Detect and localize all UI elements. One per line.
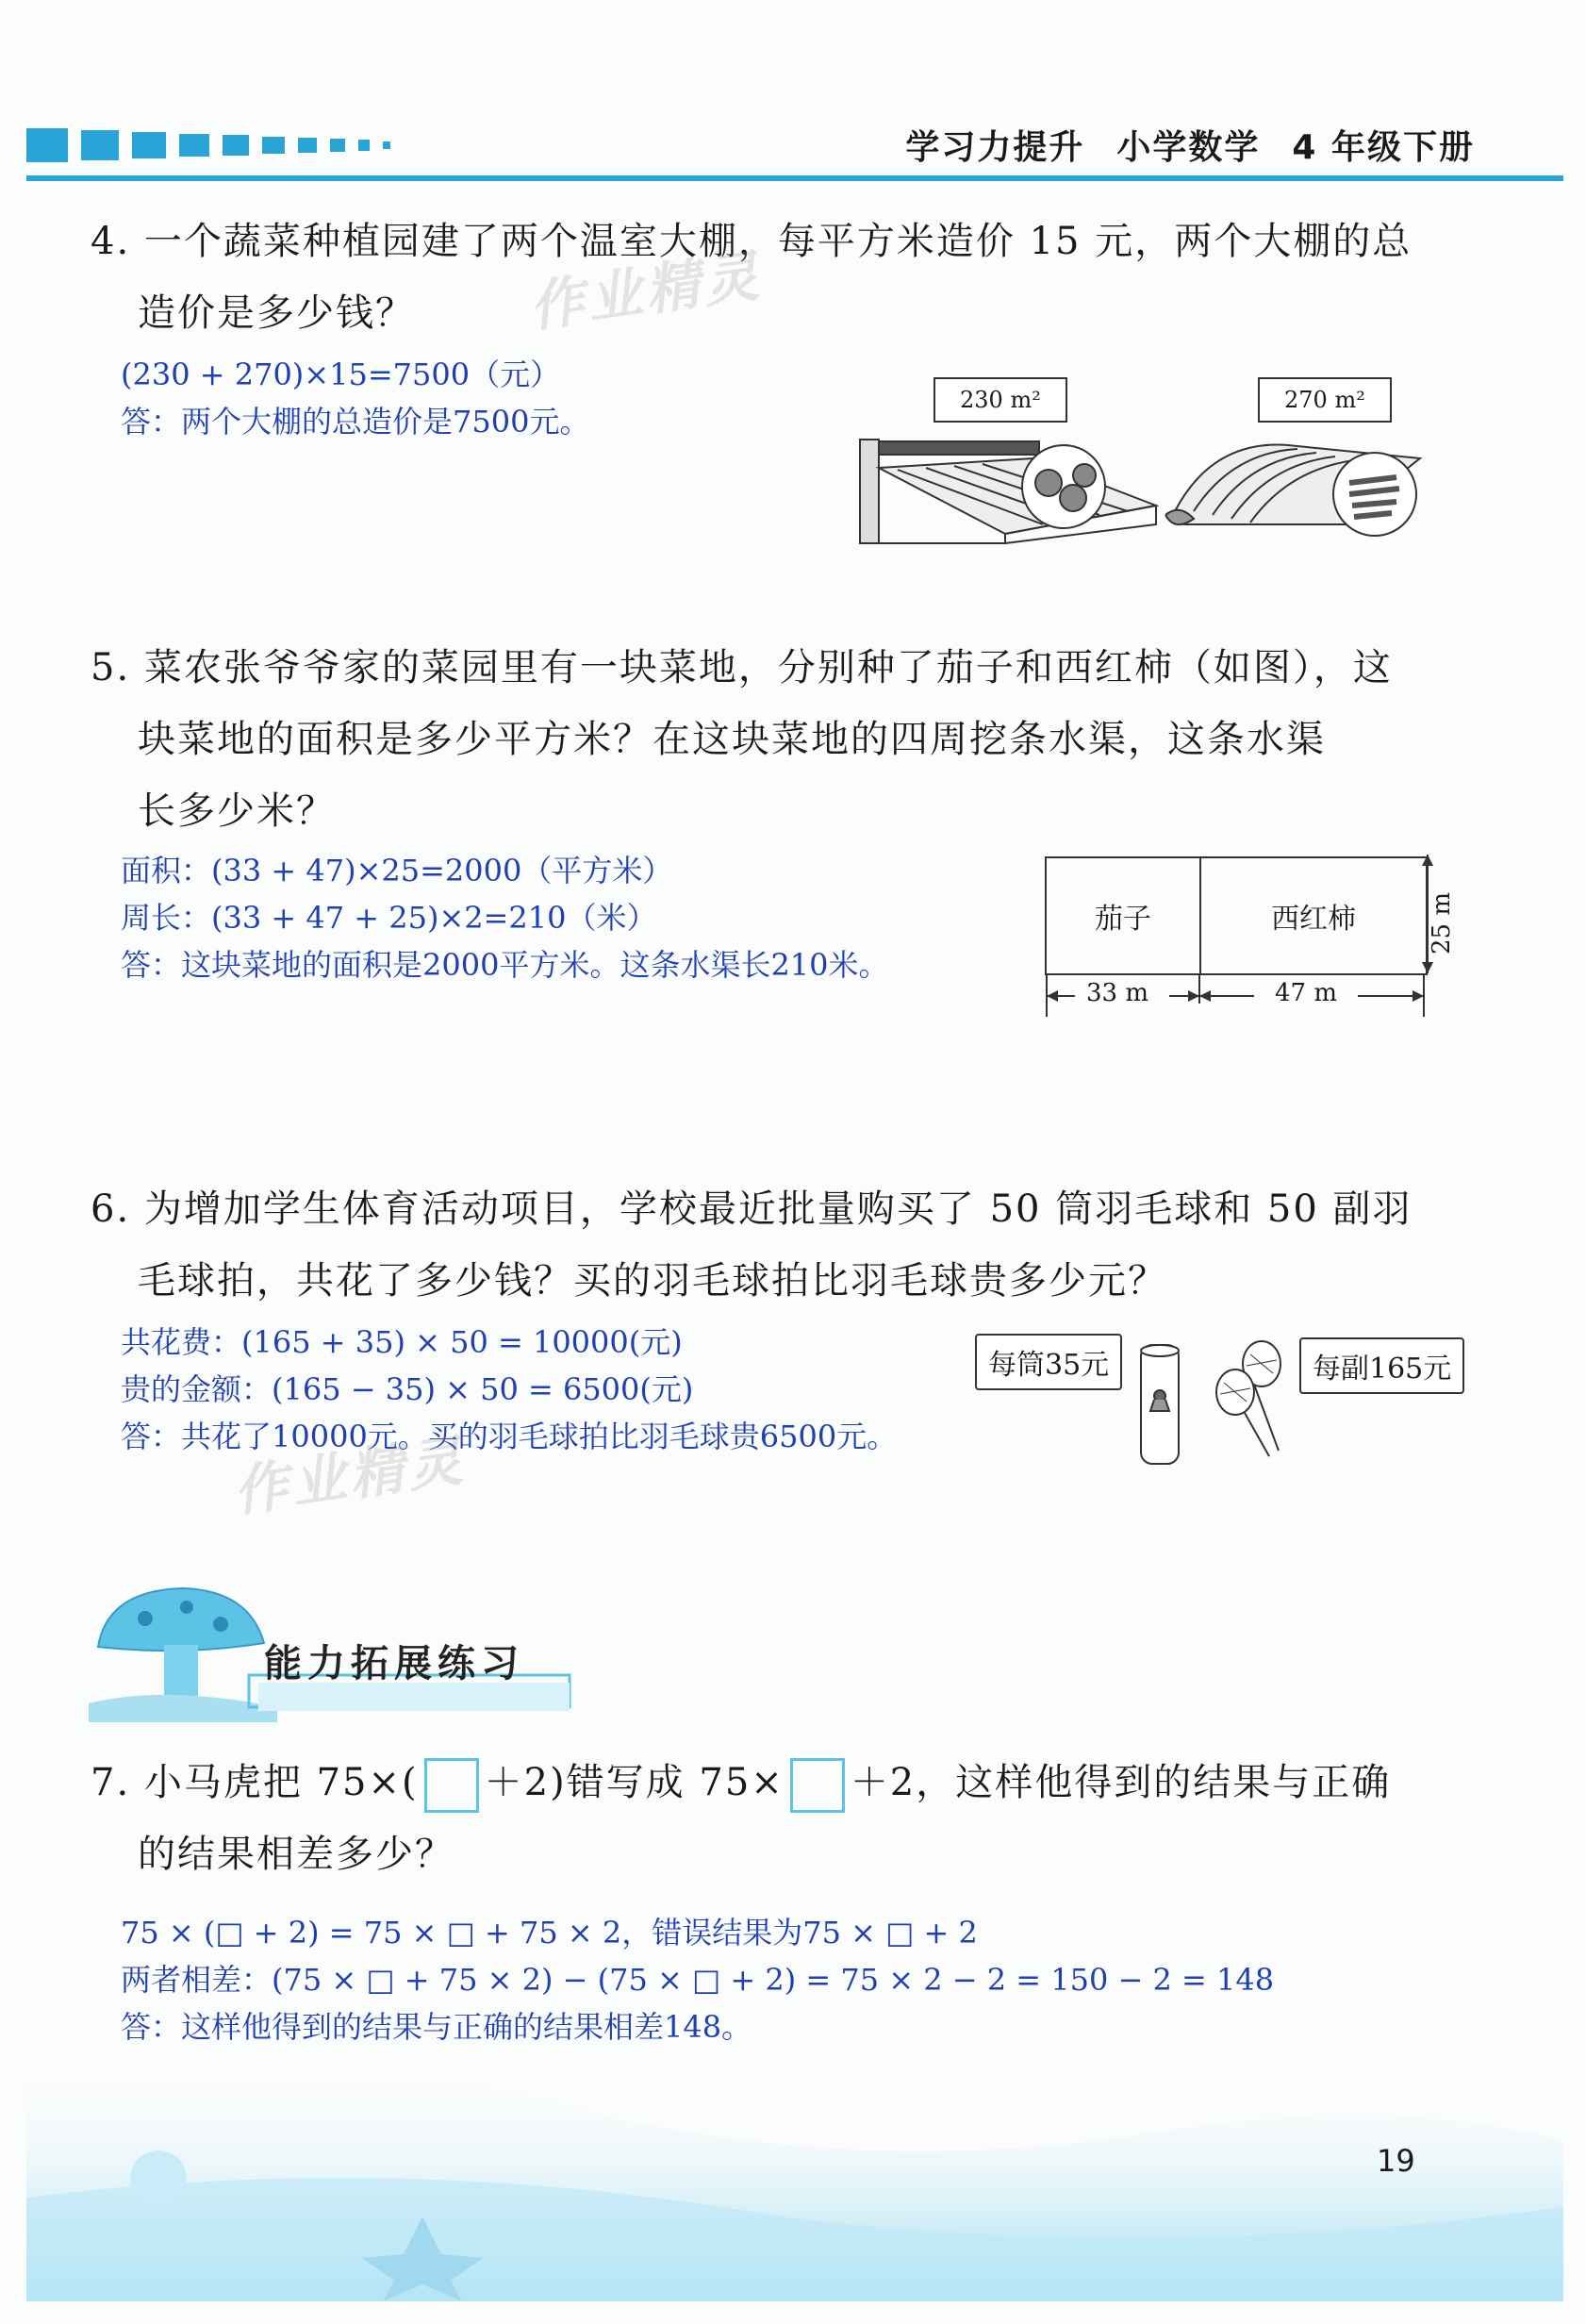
question-6-line1: 6. 为增加学生体育活动项目，学校最近批量购买了 50 筒羽毛球和 50 副羽: [91, 1187, 1413, 1231]
question-7-line2: 的结果相差多少？: [138, 1833, 454, 1876]
question-7-part3: ＋2，这样他得到的结果与正确: [850, 1761, 1392, 1804]
answer-6-line: 答：共花了10000元。买的羽毛球拍比羽毛球贵6500元。: [121, 1419, 898, 1454]
racket-icon: [1216, 1341, 1280, 1456]
shuttlecock-price-bubble: 每筒35元: [975, 1334, 1122, 1390]
answer-4-line: (230 + 270)×15=7500（元）: [121, 357, 561, 392]
blank-box: [790, 1758, 845, 1813]
greenhouse-a-label: 230 m²: [933, 377, 1067, 423]
greenhouse-b-icon: [1165, 445, 1420, 536]
answer-4: [121, 351, 589, 445]
answer-5-line: 面积：(33 + 47)×25=2000（平方米）: [121, 853, 673, 888]
footer-sea-decoration: [26, 2028, 1563, 2301]
answer-7-line: 两者相差：(75 × □ + 75 × 2) − (75 × □ + 2) = 75 × 2 − 2 = 150 − 2 = 148: [121, 1962, 1275, 1998]
answer-6-line: 共花费：(165 + 35) × 50 = 10000(元): [121, 1324, 683, 1360]
answer-7-line: 75 × (□ + 2) = 75 × □ + 75 × 2，错误结果为75 × □ + 2: [121, 1915, 978, 1950]
question-4: [91, 206, 1477, 349]
question-5-line3: 长多少米？: [138, 789, 336, 833]
eggplant-plot: 茄子: [1047, 858, 1201, 973]
question-4-line1: 4. 一个蔬菜种植园建了两个温室大棚，每平方米造价 15 元，两个大棚的总: [91, 220, 1413, 263]
question-6: [91, 1173, 1477, 1317]
greenhouse-illustration: [854, 421, 1458, 553]
shuttlecock-tube-icon: [1141, 1345, 1179, 1464]
greenhouse-a-icon: [860, 440, 1156, 543]
badminton-illustration: [1084, 1339, 1311, 1468]
racket-price-bubble: 每副165元: [1299, 1337, 1464, 1394]
grade-name: 4 年级下册: [1292, 128, 1475, 167]
question-6-line2: 毛球拍，共花了多少钱？买的羽毛球拍比羽毛球贵多少元？: [138, 1259, 1167, 1303]
blank-box: [424, 1758, 479, 1813]
book-name: 学习力提升: [905, 128, 1085, 167]
greenhouse-b-label: 270 m²: [1258, 377, 1392, 423]
section-title: 能力拓展练习: [264, 1642, 524, 1685]
header-title: [905, 121, 1475, 169]
question-5: [91, 632, 1477, 847]
question-7-part2: ＋2)错写成 75×: [484, 1761, 785, 1804]
question-5-line2: 块菜地的面积是多少平方米？在这块菜地的四周挖条水渠，这条水渠: [138, 718, 1326, 761]
tomato-plot: 西红柿: [1271, 903, 1356, 936]
answer-4-line: 答：两个大棚的总造价是7500元。: [121, 404, 590, 440]
header-rule: [26, 175, 1563, 181]
vegetable-field-diagram: [1045, 856, 1428, 975]
answer-5-line: 周长：(33 + 47 + 25)×2=210（米）: [121, 900, 657, 936]
page-number: 19: [1377, 2143, 1415, 2179]
dimension-33m: 33 m: [1086, 979, 1149, 1007]
answer-7-line: 答：这样他得到的结果与正确的结果相差148。: [121, 2009, 752, 2045]
section-header: [89, 1581, 579, 1722]
dimension-47m: 47 m: [1275, 979, 1338, 1007]
question-5-line1: 5. 菜农张爷爷家的菜园里有一块菜地，分别种了茄子和西红柿（如图），这: [91, 646, 1393, 689]
dimension-25m: 25 m: [1428, 891, 1456, 954]
question-4-line2: 造价是多少钱？: [138, 291, 415, 335]
answer-5: [121, 847, 889, 988]
watermark: 作业精灵: [229, 1428, 471, 1524]
subject-name: 小学数学: [1116, 128, 1261, 167]
question-7: [91, 1747, 1477, 1890]
answer-6-line: 贵的金额：(165 − 35) × 50 = 6500(元): [121, 1371, 694, 1407]
question-7-part1: 7. 小马虎把 75×(: [91, 1761, 419, 1804]
answer-5-line: 答：这块菜地的面积是2000平方米。这条水渠长210米。: [121, 947, 889, 983]
answer-6: [121, 1319, 897, 1460]
watermark: 作业精灵: [525, 243, 767, 340]
header-decoration: [26, 126, 390, 164]
